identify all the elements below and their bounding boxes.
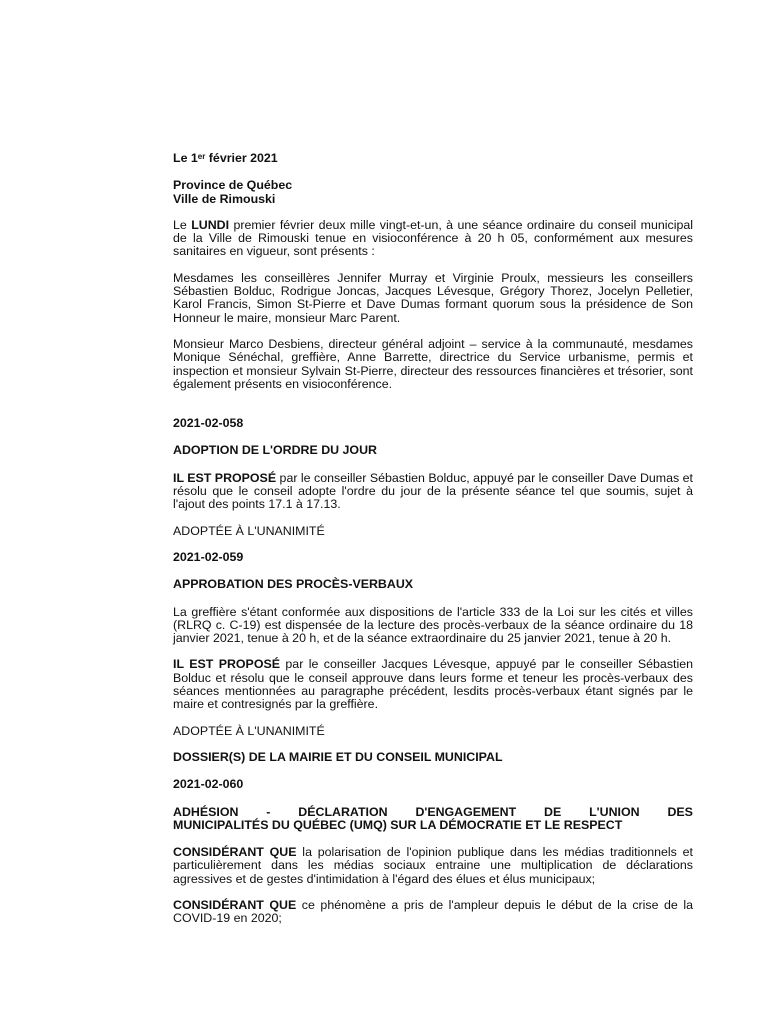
city-line: Ville de Rimouski — [173, 191, 276, 206]
date-superscript: er — [197, 152, 206, 161]
proposal-paragraph-059: IL EST PROPOSÉ par le conseiller Jacques Lévesque, appuyé par le conseiller Sébastien Bolduc et résolu que le conseil approuve dans leurs forme et teneur les procès-verbaux des séances mentionnées au paragraphe précédent, lesdits procès-verbaux étant signés par le maire et contresignés par la greffière. — [173, 657, 693, 712]
weekday: LUNDI — [191, 217, 230, 232]
staff-paragraph: Monsieur Marco Desbiens, directeur général adjoint – service à la communauté, mesdames Monique Sénéchal, greffière, Anne Barrette, directrice du Service urbanisme, permis et inspection et monsieur Sylvain St-Pierre, directeur des ressources financières et trésorier, sont également présents en visioconférence. — [173, 336, 693, 391]
resolution-title-059: APPROBATION DES PROCÈS-VERBAUX — [173, 577, 414, 592]
resolution-title-058: ADOPTION DE L'ORDRE DU JOUR — [173, 443, 377, 458]
document-body — [173, 152, 693, 939]
resolution-title-060-line1: ADHÉSION - DÉCLARATION D'ENGAGEMENT DE L'UNION DES — [173, 804, 693, 819]
resolution-number-058: 2021-02-058 — [173, 416, 244, 431]
minutes-body-059: La greffière s'étant conformée aux dispositions de l'article 333 de la Loi sur les cités et villes (RLRQ c. C-19) est dispensée de la lecture des procès-verbaux de la séance ordinaire du 18 janvier 2021, tenue à 20 h, et de la séance extraordinaire du 25 janvier 2021, tenue à 20 h. — [173, 604, 693, 646]
whereas-paragraph-2: CONSIDÉRANT QUE ce phénomène a pris de l'ampleur depuis le début de la crise de la COVID-19 en 2020; — [173, 897, 693, 926]
province-line: Province de Québec — [173, 178, 293, 193]
adoption-status-058: ADOPTÉE À L'UNANIMITÉ — [173, 523, 325, 538]
attendees-paragraph: Mesdames les conseillères Jennifer Murray et Virginie Proulx, messieurs les conseillers Sébastien Bolduc, Rodrigue Joncas, Jacques Lévesque, Grégory Thorez, Jocelyn Pelletier, Karol Francis, Simon St-Pierre et Dave Dumas formant quorum sous la présidence de Son Honneur le maire, monsieur Marc Parent. — [173, 270, 693, 325]
proposal-paragraph-058: IL EST PROPOSÉ par le conseiller Sébastien Bolduc, appuyé par le conseiller Dave Dumas et résolu que le conseil adopte l'ordre du jour de la présente séance tel que soumis, sujet à l'ajout des points 17.1 à 17.13. — [173, 470, 693, 512]
adoption-status-059: ADOPTÉE À L'UNANIMITÉ — [173, 723, 325, 738]
resolution-number-060: 2021-02-060 — [173, 777, 244, 792]
section-heading: DOSSIER(S) DE LA MAIRIE ET DU CONSEIL MUNICIPAL — [173, 749, 503, 764]
whereas-paragraph-1: CONSIDÉRANT QUE la polarisation de l'opinion publique dans les médias traditionnels et particulièrement dans les médias sociaux entraine une multiplication de déclarations agressives et de gestes d'intimidation à l'égard des élues et élus municipaux; — [173, 845, 693, 886]
resolution-number-059: 2021-02-059 — [173, 549, 244, 564]
meeting-date: Le 1er février 2021 — [173, 151, 278, 165]
intro-paragraph: Le LUNDI premier février deux mille vingt-et-un, à une séance ordinaire du conseil municipal de la Ville de Rimouski tenue en visioconférence à 20 h 05, conformément aux mesures sanitaires en vigueur, sont présents : — [173, 217, 693, 259]
resolution-title-060-line2: MUNICIPALITÉS DU QUÉBEC (UMQ) SUR LA DÉMOCRATIE ET LE RESPECT — [173, 817, 623, 832]
